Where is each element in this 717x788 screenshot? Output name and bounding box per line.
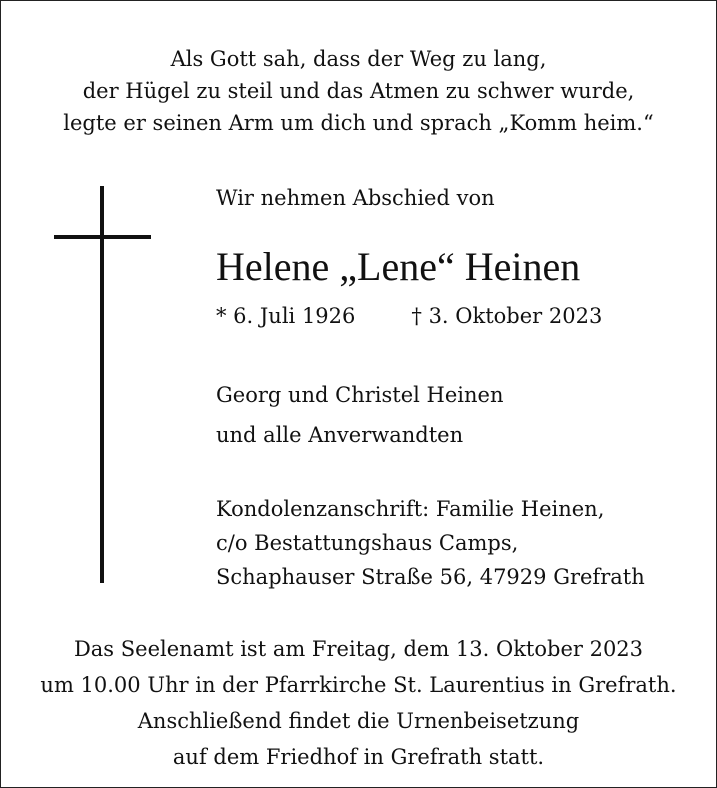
farewell-intro: Wir nehmen Abschied von [216,186,495,210]
poem-line: legte er seinen Arm um dich und sprach „Komm heim.“ [63,111,654,135]
cross-icon-bar [54,235,151,239]
service-line: Das Seelenamt ist am Freitag, dem 13. Oktober 2023 [73,637,644,661]
birth-date: * 6. Juli 1926 [216,304,356,328]
poem-line: der Hügel zu steil und das Atmen zu schwer wurde, [82,79,635,103]
poem-line: Als Gott sah, dass der Weg zu lang, [170,47,547,71]
address-line: Kondolenzanschrift: Familie Heinen, [216,497,605,521]
cross-icon [100,186,104,583]
mourner-line: Georg und Christel Heinen [216,383,504,407]
address-line: Schaphauser Straße 56, 47929 Grefrath [216,565,645,589]
service-line: auf dem Friedhof in Grefrath statt. [172,745,545,769]
deceased-name: Helene „Lene“ Heinen [216,244,581,289]
service-line: um 10.00 Uhr in der Pfarrkirche St. Laurentius in Grefrath. [40,673,677,697]
condolence-address [216,492,645,594]
mourners [216,375,504,455]
service-line: Anschließend findet die Urnenbeisetzung [137,709,580,733]
mourner-line: und alle Anverwandten [216,423,464,447]
poem [1,43,716,139]
life-dates [216,304,602,328]
death-date: † 3. Oktober 2023 [411,304,603,328]
service-info [1,631,716,775]
address-line: c/o Bestattungshaus Camps, [216,531,519,555]
